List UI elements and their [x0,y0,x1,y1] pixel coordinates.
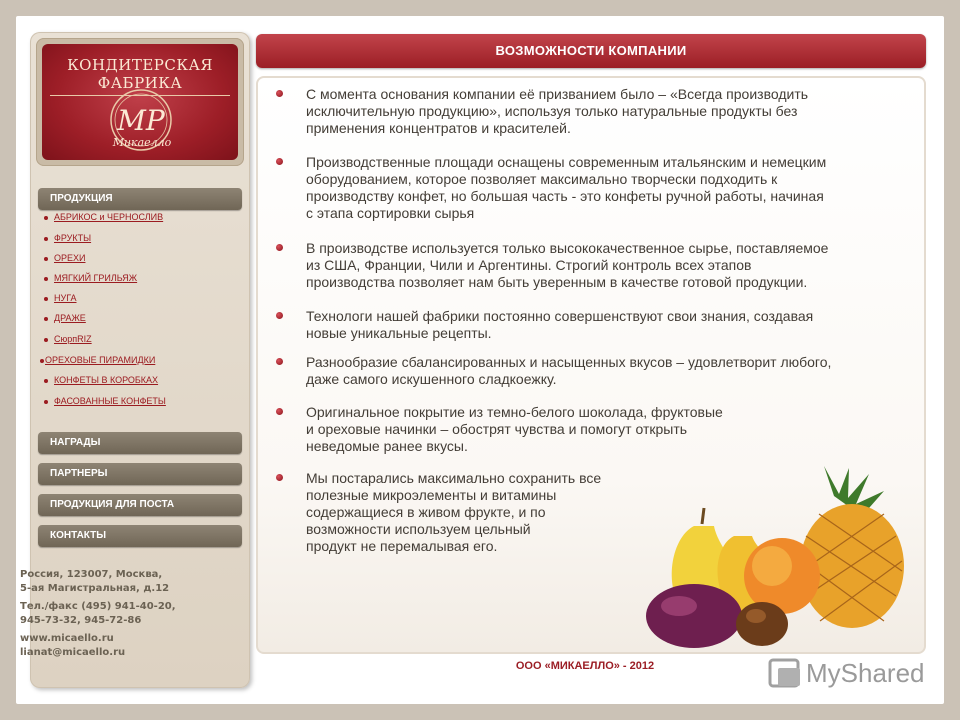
paragraph-line: С момента основания компании её призванием было – «Всегда производить [306,86,809,102]
paragraph-line: возможности используем цельный [306,521,531,537]
paragraph-line: применения концентратов и красителей. [306,120,571,136]
paragraph-line: оборудованием, которое позволяет максимально творчески подходить к [306,171,778,187]
nav-partners[interactable]: ПАРТНЕРЫ [38,463,242,485]
paragraph-line: Мы постарались максимально сохранить все [306,470,602,486]
product-link[interactable] [44,271,137,285]
fruit-illustration-icon [634,466,910,650]
paragraph-line: даже самого искушенного сладкоежку. [306,371,557,387]
bullet-icon [44,237,48,241]
paragraph-line: В производстве используется только высококачественное сырье, поставляемое [306,240,829,256]
myshared-logo-icon [768,656,804,690]
email: lianat@micaello.ru [20,647,126,658]
product-link-label: ФАСОВАННЫЕ КОНФЕТЫ [54,396,166,406]
product-link-label: НУГА [54,293,77,303]
bullet-icon [44,297,48,301]
paragraph-line: производству конфет, но большая часть - это конфеты ручной работы, начиная [306,188,824,204]
logo-box [36,38,244,166]
paragraph-line: и ореховые начинки – обострят чувства и помогут открыть [306,421,688,437]
product-link[interactable] [44,210,163,224]
contact-info [20,568,210,660]
product-link[interactable] [44,231,91,245]
bullet-icon [44,338,48,342]
bullet-icon [276,312,283,319]
paragraph-line: неведомые ранее вкусы. [306,438,468,454]
bullet-icon [44,379,48,383]
feature-paragraph [306,404,723,455]
product-link[interactable] [44,394,166,408]
paragraph-line: Разнообразие сбалансированных и насыщенных вкусов – удовлетворит любого, [306,354,832,370]
address-line: Россия, 123007, Москва, [20,569,163,580]
feature-paragraph [306,86,808,137]
product-link-label: ОРЕХОВЫЕ ПИРАМИДКИ [45,355,156,365]
bullet-icon [276,90,283,97]
product-link-label: ОРЕХИ [54,253,86,263]
feature-paragraph [306,154,826,222]
paragraph-line: исключительную продукцию», используя только натуральные продукты без [306,103,798,119]
feature-paragraph [306,240,828,291]
product-link-label: МЯГКИЙ ГРИЛЬЯЖ [54,273,138,283]
logo-monogram-text: MP [117,104,165,137]
phone-line: Тел./факс (495) 941-40-20, [20,601,176,612]
bullet-icon [276,408,283,415]
paragraph-line: из США, Франции, Чили и Аргентины. Строгий контроль всех этапов [306,257,752,273]
product-link[interactable] [44,311,86,325]
bullet-icon [40,359,44,363]
bullet-icon [44,216,48,220]
bullet-icon [44,317,48,321]
bullet-icon [276,358,283,365]
feature-paragraph [306,354,831,388]
paragraph-line: Технологи нашей фабрики постоянно совершенствуют свои знания, создавая [306,308,814,324]
company-logo[interactable] [42,44,238,160]
product-link[interactable] [44,251,85,265]
website: www.micaello.ru [20,633,114,644]
product-link-label: АБРИКОС и ЧЕРНОСЛИВ [54,212,164,222]
bullet-icon [276,244,283,251]
nav-products[interactable]: ПРОДУКЦИЯ [38,188,242,210]
product-link[interactable] [44,332,92,346]
nav-fast-products[interactable]: ПРОДУКЦИЯ ДЛЯ ПОСТА [38,494,242,516]
product-link[interactable] [44,373,158,387]
bullet-icon [44,257,48,261]
paragraph-line: с этапа сортировки сырья [306,205,475,221]
paragraph-line: полезные микроэлементы и витамины [306,487,557,503]
feature-paragraph [306,470,601,555]
nav-contacts[interactable]: КОНТАКТЫ [38,525,242,547]
paragraph-line: содержащиеся в живом фрукте, и по [306,504,546,520]
paragraph-line: Производственные площади оснащены современным итальянским и немецким [306,154,827,170]
bullet-icon [44,277,48,281]
product-link-label: СюрпRIZ [54,334,92,344]
product-link-label: ФРУКТЫ [54,233,92,243]
product-link[interactable] [40,353,155,367]
footer-copyright: ООО «МИКАЕЛЛО» - 2012 [515,660,655,672]
myshared-watermark[interactable] [766,654,936,694]
paragraph-line: производства позволяет нам быть уверенным в качестве готовой продукции. [306,274,808,290]
product-link[interactable] [44,291,77,305]
product-link-label: ДРАЖЕ [54,313,86,323]
feature-paragraph [306,308,813,342]
product-link-label: КОНФЕТЫ В КОРОБКАХ [54,375,159,385]
logo-title: КОНДИТЕРСКАЯ ФАБРИКА [50,56,230,96]
bullet-icon [276,474,283,481]
watermark-text: MyShared [806,658,925,688]
address-line: 5-ая Магистральная, д.12 [20,583,170,594]
paragraph-line: новые уникальные рецепты. [306,325,492,341]
paragraph-line: продукт не перемалывая его. [306,538,498,554]
page-title: ВОЗМОЖНОСТИ КОМПАНИИ [256,34,926,68]
logo-script: Микаелло [112,136,172,149]
phone-line: 945-73-32, 945-72-86 [20,615,142,626]
bullet-icon [276,158,283,165]
bullet-icon [44,400,48,404]
paragraph-line: Оригинальное покрытие из темно-белого шоколада, фруктовые [306,404,723,420]
nav-awards[interactable]: НАГРАДЫ [38,432,242,454]
